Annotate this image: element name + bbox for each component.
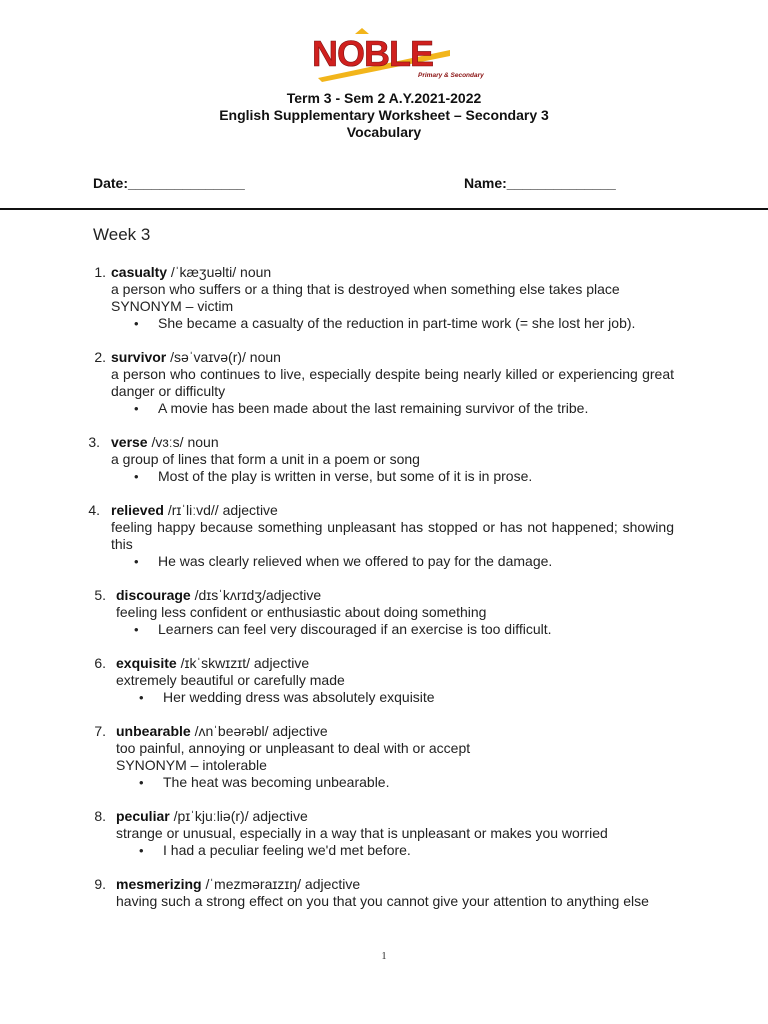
- entry-example: [111, 400, 674, 417]
- entry-number: 1.: [94, 264, 106, 280]
- date-field[interactable]: Date:_______________: [93, 175, 245, 191]
- vocab-entry: [0, 502, 768, 570]
- example-text: I had a peculiar feeling we'd met before.: [163, 842, 411, 858]
- entry-number: 2.: [94, 349, 106, 365]
- entry-pronunciation: /ɪkˈskwɪzɪt/ adjective: [176, 655, 310, 671]
- header-term: Term 3 - Sem 2 A.Y.2021-2022: [286, 90, 482, 106]
- entry-number: 8.: [94, 808, 106, 824]
- entry-term: relieved: [111, 502, 164, 518]
- header-rule: [0, 208, 768, 210]
- example-text: Her wedding dress was absolutely exquisite: [163, 689, 435, 705]
- example-text: He was clearly relieved when we offered to pay for the damage.: [158, 553, 553, 569]
- header-subject: Vocabulary: [346, 124, 422, 140]
- logo-subtext: Primary & Secondary: [418, 72, 484, 79]
- worksheet-header: [0, 90, 768, 141]
- noble-logo: [300, 28, 484, 84]
- entry-pronunciation: /rɪˈliːvd// adjective: [163, 502, 278, 518]
- entry-pronunciation: /səˈvaɪvə(r)/ noun: [166, 349, 281, 365]
- entry-number: 6.: [94, 655, 106, 671]
- entry-definition: a group of lines that form a unit in a poem or song: [111, 451, 420, 467]
- vocab-entry: [0, 434, 768, 485]
- vocab-entry: [0, 723, 768, 791]
- entry-term: mesmerizing: [116, 876, 202, 892]
- entry-example: [111, 553, 674, 570]
- entry-term: unbearable: [116, 723, 191, 739]
- entry-definition: having such a strong effect on you that you cannot give your attention to anything else: [116, 893, 649, 909]
- vocab-entry: [0, 587, 768, 638]
- entry-example: [116, 621, 674, 638]
- entry-number: 3.: [88, 434, 100, 450]
- entry-term: casualty: [111, 264, 168, 280]
- logo-text: NOBLE: [312, 33, 433, 74]
- entry-number: 4.: [88, 502, 100, 518]
- entry-term: peculiar: [116, 808, 170, 824]
- example-text: Most of the play is written in verse, but some of it is in prose.: [158, 468, 533, 484]
- entry-term: verse: [111, 434, 148, 450]
- entry-number: 9.: [94, 876, 106, 892]
- entry-example: [116, 842, 674, 859]
- entry-definition: a person who suffers or a thing that is destroyed when something else takes place: [111, 281, 620, 297]
- bullet-icon: •: [134, 316, 139, 331]
- entry-pronunciation: /pɪˈkjuːliə(r)/ adjective: [169, 808, 308, 824]
- entry-pronunciation: /ˈmezməraɪzɪŋ/ adjective: [201, 876, 361, 892]
- example-text: She became a casualty of the reduction in part-time work (= she lost her job).: [158, 315, 636, 331]
- entry-pronunciation: /ˈkæʒuəlti/ noun: [167, 264, 272, 280]
- entry-term: survivor: [111, 349, 167, 365]
- vocab-entry: [0, 876, 768, 910]
- entry-synonym: SYNONYM – intolerable: [116, 757, 267, 773]
- entry-example: [111, 315, 674, 332]
- bullet-icon: •: [134, 401, 139, 416]
- header-title: English Supplementary Worksheet – Secondary 3: [219, 107, 549, 123]
- bullet-icon: •: [134, 469, 139, 484]
- entry-definition: strange or unusual, especially in a way that is unpleasant or makes you worried: [116, 825, 608, 841]
- vocab-entry: [0, 808, 768, 859]
- entry-pronunciation: /dɪsˈkʌrɪdʒ/adjective: [190, 587, 322, 603]
- example-text: The heat was becoming unbearable.: [163, 774, 390, 790]
- entry-term: exquisite: [116, 655, 177, 671]
- entry-definition: feeling less confident or enthusiastic about doing something: [116, 604, 487, 620]
- bullet-icon: •: [139, 775, 144, 790]
- name-field[interactable]: Name:______________: [464, 175, 616, 191]
- bullet-icon: •: [139, 690, 144, 705]
- bullet-icon: •: [139, 843, 144, 858]
- vocabulary-list: [0, 264, 768, 927]
- entry-definition: extremely beautiful or carefully made: [116, 672, 345, 688]
- page-number: 1: [381, 951, 387, 962]
- entry-pronunciation: /vɜːs/ noun: [147, 434, 219, 450]
- entry-definition: a person who continues to live, especially despite being nearly killed or experiencing great danger or difficulty: [111, 366, 674, 399]
- entry-synonym: SYNONYM – victim: [111, 298, 234, 314]
- entry-pronunciation: /ʌnˈbeərəbl/ adjective: [190, 723, 328, 739]
- entry-number: 5.: [94, 587, 106, 603]
- vocab-entry: [0, 349, 768, 417]
- bullet-icon: •: [134, 554, 139, 569]
- bullet-icon: •: [134, 622, 139, 637]
- vocab-entry: [0, 655, 768, 706]
- vocab-entry: [0, 264, 768, 332]
- entry-number: 7.: [94, 723, 106, 739]
- entry-example: [111, 468, 674, 485]
- example-text: A movie has been made about the last remaining survivor of the tribe.: [158, 400, 589, 416]
- entry-definition: too painful, annoying or unpleasant to deal with or accept: [116, 740, 471, 756]
- example-text: Learners can feel very discouraged if an exercise is too difficult.: [158, 621, 552, 637]
- entry-term: discourage: [116, 587, 191, 603]
- week-heading: Week 3: [93, 225, 151, 244]
- entry-definition: feeling happy because something unpleasant has stopped or has not happened; showing this: [111, 519, 674, 552]
- entry-example: [116, 689, 674, 706]
- entry-example: [116, 774, 674, 791]
